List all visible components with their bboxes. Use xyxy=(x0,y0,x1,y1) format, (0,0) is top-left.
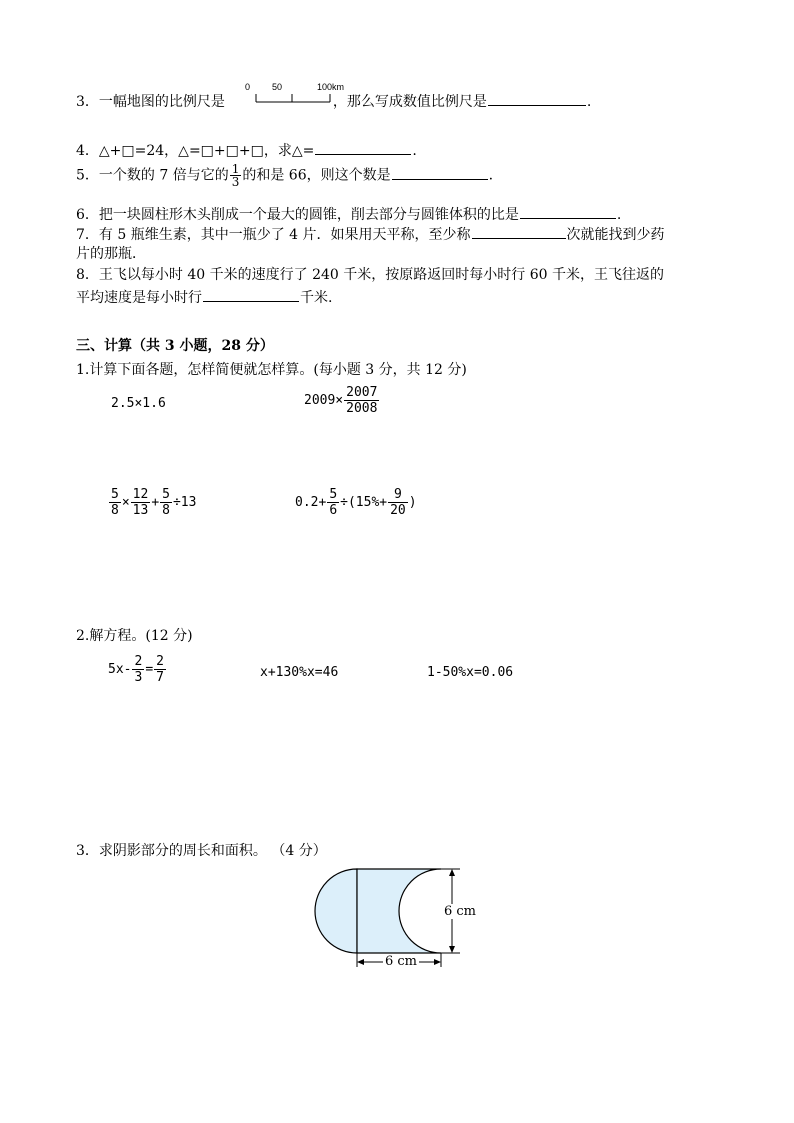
q7-answer-blank[interactable] xyxy=(472,224,566,239)
width-label: 6 cm xyxy=(385,954,418,969)
question-6: 6．把一块圆柱形木头削成一个最大的圆锥，削去部分与圆锥体积的比是 . xyxy=(76,204,621,224)
question-4: 4．△+□=24，△=□+□+□，求△= . xyxy=(76,140,417,160)
question-5: 5．一个数的 7 倍与它的 $\frac{1}{3}$ 的和是 66，则这个数是 . xyxy=(76,162,494,189)
scale-label-0: 0 xyxy=(245,82,251,92)
equations-title: 2.解方程。(12 分) xyxy=(76,628,193,644)
q8-answer-blank[interactable] xyxy=(203,287,299,302)
q3-answer-blank[interactable] xyxy=(488,91,586,106)
equation-2: x+130%x=46 xyxy=(260,665,339,680)
scale-label-100km: 100km xyxy=(317,82,345,92)
section-3-title: 三、计算（共 3 小题，28 分） xyxy=(76,338,274,354)
q5-fraction: $\frac{1}{3}$ xyxy=(231,162,240,189)
equation-3: 1-50%x=0.06 xyxy=(427,665,514,680)
q4-answer-blank[interactable] xyxy=(315,140,411,155)
calc-expr-2: 2009× $\frac{2007}{2008}$ xyxy=(304,385,378,416)
question-8: 8．王飞以每小时 40 千米的速度行了 240 千米，按原路返回时每小时行 60 千米，王飞往返的 xyxy=(76,267,664,283)
q3-suffix: ，那么写成数值比例尺是 xyxy=(332,94,487,110)
question-8-line2: 平均速度是每小时行 千米. xyxy=(76,287,332,307)
calc-expr-4: 0.2+ $\frac{5}{6}$ ÷(15%+ $\frac{9}{20}$ ) xyxy=(295,487,417,518)
calc-expr-1: 2.5×1.6 xyxy=(111,396,166,411)
question-7: 7．有 5 瓶维生素，其中一瓶少了 4 片．如果用天平称，至少称 次就能找到少药 xyxy=(76,224,665,244)
shaded-figure xyxy=(310,866,490,970)
question-3: 3．一幅地图的比例尺是 ，那么写成数值比例尺是 . xyxy=(76,91,591,111)
calc-expr-3: $\frac{5}{8}$ × $\frac{12}{13}$ + $\frac{5}{8}$ ÷13 xyxy=(111,487,197,518)
scale-label-50: 50 xyxy=(272,82,283,92)
shaded-question-title: 3．求阴影部分的周长和面积。 （4 分） xyxy=(76,843,327,859)
q6-answer-blank[interactable] xyxy=(520,204,616,219)
q3-prefix: 3．一幅地图的比例尺是 xyxy=(76,94,225,110)
calc-expr-2-fraction: $\frac{2007}{2008}$ xyxy=(346,385,378,416)
calc-instruction: 1.计算下面各题，怎样简便就怎样算。(每小题 3 分，共 12 分) xyxy=(76,362,467,378)
question-7-line2: 片的那瓶． xyxy=(76,246,146,262)
equation-1: 5x- $\frac{2}{3}$ = $\frac{2}{7}$ xyxy=(108,654,164,685)
height-label: 6 cm xyxy=(444,904,477,919)
q5-answer-blank[interactable] xyxy=(392,165,488,180)
map-scale-bar xyxy=(244,82,356,106)
scale-bar-graphic xyxy=(244,82,356,106)
